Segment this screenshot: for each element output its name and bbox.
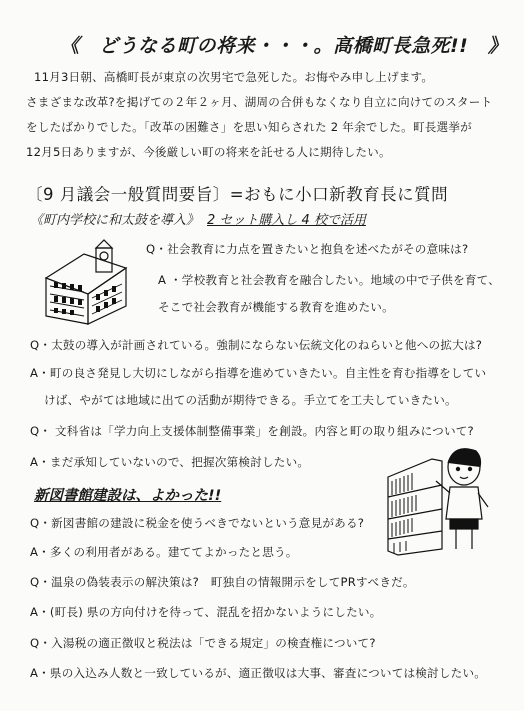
qa-answer: A・町の良さ発見し大切にしながら指導を進めていきたい。自主性を育む指導をしてい	[30, 366, 487, 380]
subheading-taiko-note: 2 セット購入し 4 校で活用	[207, 213, 366, 228]
qa-question: Q・ 文科省は「学力向上支援体制整備事業」を創設。内容と町の取り組みについて?	[30, 424, 474, 438]
qa-question: Q・新図書館の建設に税金を使うべきでないという意見がある?	[30, 516, 365, 530]
qa-answer: A・(町長) 県の方向付けを待って、混乱を招かないようにしたい。	[30, 605, 382, 619]
qa-answer: A・多くの利用者がある。建ててよかったと思う。	[30, 545, 298, 559]
qa-answer: A・県の入込み人数と一致しているが、適正徴収は大事、審査については検討したい。	[30, 666, 487, 680]
library-child-illustration	[384, 437, 494, 557]
qa-answer-continued: そこで社会教育が機能する教育を進めたい。	[158, 300, 394, 314]
intro-line: さまざまな改革?を掲げての２年２ヶ月、湖周の合併もなくなり自立に向けてのスタート	[26, 95, 493, 109]
intro-line: 12月5日ありますが、今後厳しい町の将来を託せる人に期待したい。	[26, 145, 391, 159]
qa-question: Q・温泉の偽装表示の解決策は? 町独自の情報開示をしてPRすべきだ。	[30, 575, 415, 589]
qa-answer: A・まだ承知していないので、把握次第検討したい。	[30, 455, 310, 469]
school-building-illustration	[40, 236, 132, 326]
section-heading-september-assembly: 〔9 月議会一般質問要旨〕=おもに小口新教育長に質問	[26, 185, 449, 204]
qa-question: Q・入湯税の適正徴収と税法は「できる規定」の検査権について?	[30, 636, 376, 650]
subheading-taiko-title: 《町内学校に和太鼓を導入》	[30, 213, 200, 228]
qa-question: Q・社会教育に力点を置きたいと抱負を述べたがその意味は?	[146, 242, 469, 256]
intro-line: をしたばかりでした。「改革の困難さ」を思い知らされた 2 年余でした。町長選挙が	[26, 120, 472, 134]
subheading-taiko	[30, 209, 366, 228]
headline: 《 どうなる町の将来・・・。高橋町長急死!! 》	[60, 35, 508, 57]
qa-question: Q・太鼓の導入が計画されている。強制にならない伝統文化のねらいと他への拡大は?	[30, 338, 483, 352]
qa-answer: A ・学校教育と社会教育を融合したい。地域の中で子供を育て、	[158, 273, 501, 287]
qa-answer-continued: けば、やがては地域に出ての活動が期待できる。手立てを工夫していきたい。	[44, 393, 457, 407]
section-heading-library: 新図書館建設は、よかった!!	[34, 488, 222, 504]
intro-line: 11月3日朝、高橋町長が東京の次男宅で急死した。お悔やみ申し上げます。	[34, 70, 434, 84]
